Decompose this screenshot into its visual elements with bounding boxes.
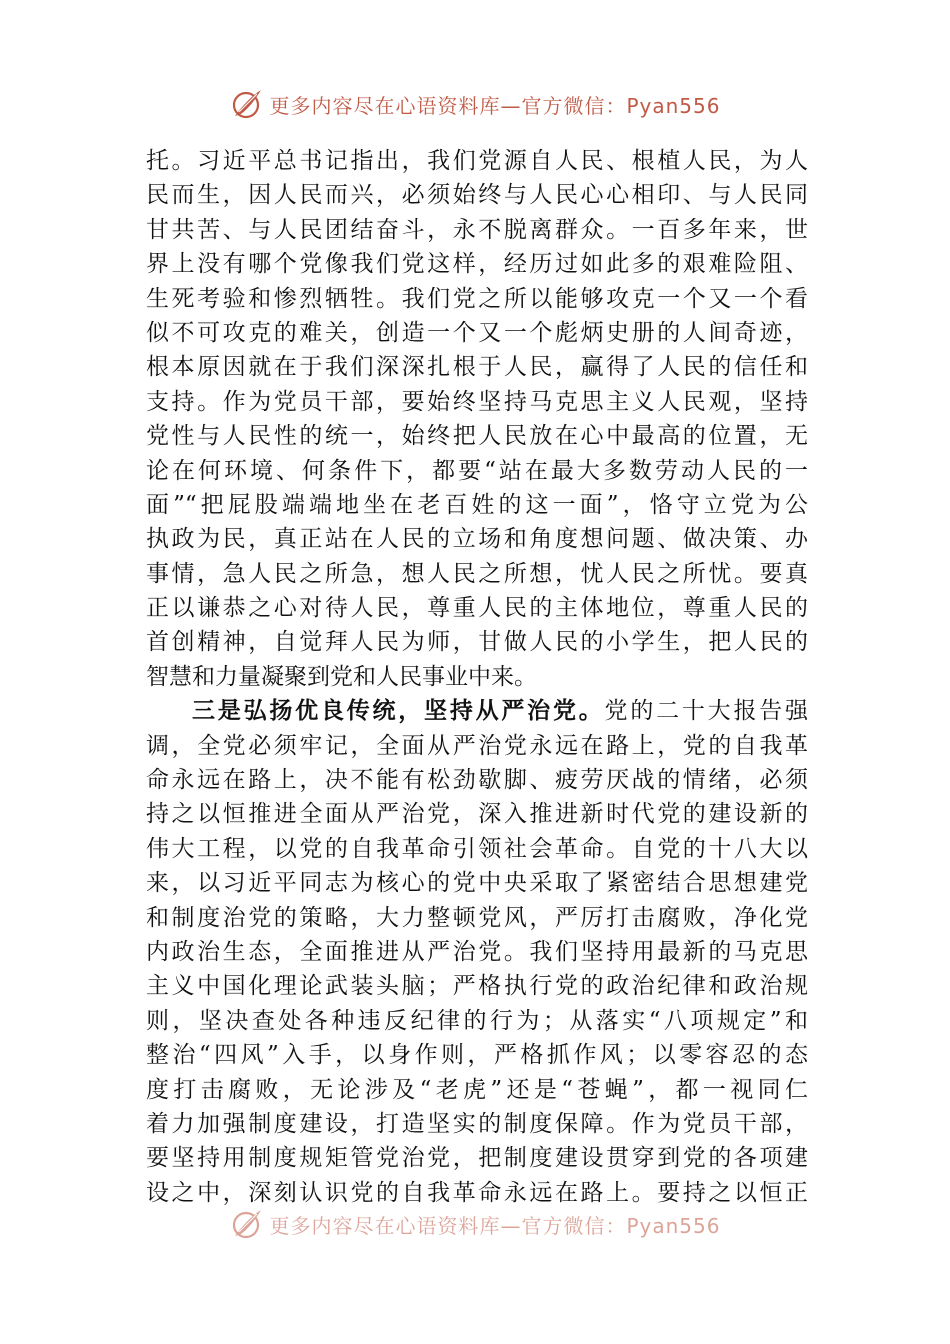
watermark-header bbox=[0, 84, 950, 124]
paragraph-2 bbox=[146, 694, 808, 1210]
text-line: 甘共苦、与人民团结奋斗，永不脱离群众。一百多年来，世 bbox=[146, 216, 808, 243]
watermark-footer bbox=[0, 1204, 950, 1244]
watermark-text: 更多内容尽在心语资料库—官方微信：Pyan556 bbox=[269, 1213, 721, 1238]
text-line: 设之中，深刻认识党的自我革命永远在路上。要持之以恒正 bbox=[146, 1179, 808, 1206]
text-line: 托。习近平总书记指出，我们党源自人民、根植人民，为人 bbox=[146, 148, 808, 174]
text-line: 着力加强制度建设，打造坚实的制度保障。作为党员干部， bbox=[146, 1110, 808, 1137]
text-line: 民而生，因人民而兴，必须始终与人民心心相印、与人民同 bbox=[146, 182, 808, 209]
text-line: 持之以恒推进全面从严治党，深入推进新时代党的建设新的 bbox=[146, 801, 808, 828]
text-line: 界上没有哪个党像我们党这样，经历过如此多的艰难险阻、 bbox=[146, 251, 808, 278]
text-line: 调，全党必须牢记，全面从严治党永远在路上，党的自我革 bbox=[146, 732, 808, 759]
heading-line-rest: 党的二十大报告强 bbox=[604, 698, 809, 725]
text-line: 党性与人民性的统一，始终把人民放在心中最高的位置，无 bbox=[146, 423, 808, 450]
section-heading: 三是弘扬优良传统，坚持从严治党。 bbox=[192, 698, 605, 725]
text-line: 要坚持用制度规矩管党治党，把制度建设贯穿到党的各项建 bbox=[146, 1145, 808, 1172]
text-line: 主义中国化理论武装头脑；严格执行党的政治纪律和政治规 bbox=[146, 973, 808, 1000]
text-line: 支持。作为党员干部，要始终坚持马克思主义人民观，坚持 bbox=[146, 388, 808, 415]
feather-logo-icon bbox=[229, 1206, 265, 1242]
text-line: 首创精神，自觉拜人民为师，甘做人民的小学生，把人民的 bbox=[146, 629, 808, 656]
paragraph-1 bbox=[146, 144, 808, 694]
feather-logo-icon bbox=[229, 86, 265, 122]
text-line: 正以谦恭之心对待人民，尊重人民的主体地位，尊重人民的 bbox=[146, 595, 808, 622]
text-line: 执政为民，真正站在人民的立场和角度想问题、做决策、办 bbox=[146, 526, 808, 553]
text-line: 来，以习近平同志为核心的党中央采取了紧密结合思想建党 bbox=[146, 870, 808, 897]
text-line: 内政治生态，全面推进从严治党。我们坚持用最新的马克思 bbox=[146, 938, 808, 965]
text-line: 则，坚决查处各种违反纪律的行为；从落实“八项规定”和 bbox=[146, 1007, 808, 1034]
text-line: 论在何环境、何条件下，都要“站在最大多数劳动人民的一 bbox=[146, 457, 808, 484]
text-line: 命永远在路上，决不能有松劲歇脚、疲劳厌战的情绪，必须 bbox=[146, 767, 808, 794]
text-line: 面”“把屁股端端地坐在老百姓的这一面”，恪守立党为公 bbox=[146, 491, 808, 518]
text-line: 生死考验和惨烈牺牲。我们党之所以能够攻克一个又一个看 bbox=[146, 285, 808, 312]
text-line: 似不可攻克的难关，创造一个又一个彪炳史册的人间奇迹， bbox=[146, 319, 808, 346]
document-body bbox=[146, 144, 808, 1210]
watermark-text: 更多内容尽在心语资料库—官方微信：Pyan556 bbox=[269, 93, 721, 118]
paragraph-heading-line bbox=[146, 694, 808, 728]
text-line: 伟大工程，以党的自我革命引领社会革命。自党的十八大以 bbox=[146, 835, 808, 862]
text-line: 智慧和力量凝聚到党和人民事业中来。 bbox=[146, 663, 537, 690]
text-line: 整治“四风”入手，以身作则，严格抓作风；以零容忍的态 bbox=[146, 1042, 808, 1069]
text-line: 根本原因就在于我们深深扎根于人民，赢得了人民的信任和 bbox=[146, 354, 808, 381]
text-line: 事情，急人民之所急，想人民之所想，忧人民之所忧。要真 bbox=[146, 560, 808, 587]
text-line: 和制度治党的策略，大力整顿党风，严厉打击腐败，净化党 bbox=[146, 904, 808, 931]
text-line: 度打击腐败，无论涉及“老虎”还是“苍蝇”，都一视同仁 bbox=[146, 1076, 808, 1103]
